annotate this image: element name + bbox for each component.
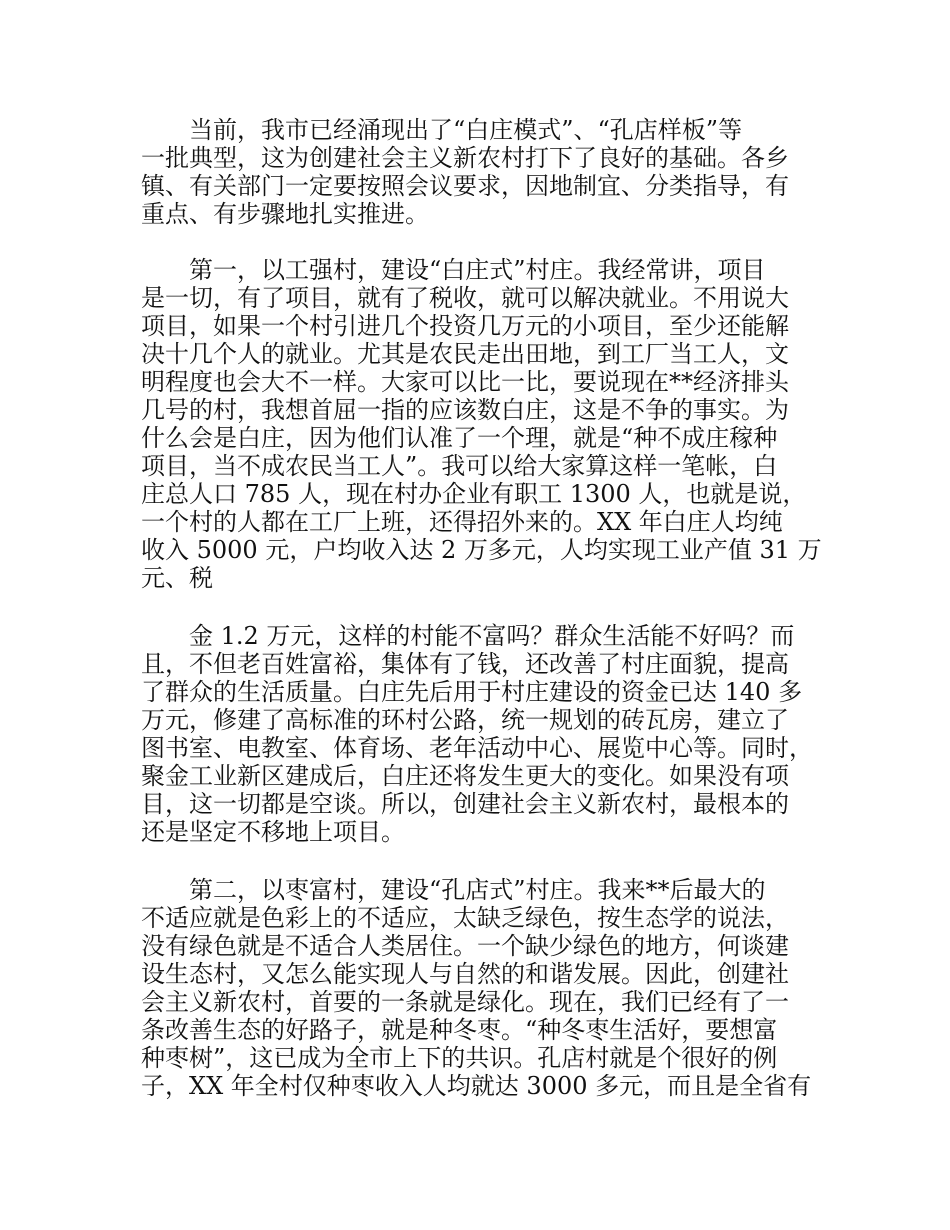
text-line: 收入 5000 元，户均收入达 2 万多元，人均实现工业产值 31 万 <box>141 536 822 564</box>
text-line: 子，XX 年全村仅种枣收入人均就达 3000 多元，而且是全省有 <box>141 1072 812 1100</box>
text-line: 条改善生态的好路子，就是种冬枣。“种冬枣生活好，要想富 <box>141 1016 778 1044</box>
text-line: 明程度也会大不一样。大家可以比一比，要说现在**经济排头 <box>141 368 789 396</box>
paragraph-1 <box>141 116 813 228</box>
text-line: 元、税 <box>141 564 213 592</box>
text-line: 第一，以工强村，建设“白庄式”村庄。我经常讲，项目 <box>189 256 766 284</box>
text-line: 一批典型，这为创建社会主义新农村打下了良好的基础。各乡 <box>141 144 789 172</box>
text-line: 是一切，有了项目，就有了税收，就可以解决就业。不用说大 <box>141 284 789 312</box>
text-line: 一个村的人都在工厂上班，还得招外来的。XX 年白庄人均纯 <box>141 508 783 536</box>
text-line: 项目，当不成农民当工人”。我可以给大家算这样一笔帐，白 <box>141 452 778 480</box>
text-line: 了群众的生活质量。白庄先后用于村庄建设的资金已达 140 多 <box>141 678 803 706</box>
text-line: 种枣树”，这已成为全市上下的共识。孔店村就是个很好的例 <box>141 1044 778 1072</box>
text-line: 几号的村，我想首屈一指的应该数白庄，这是不争的事实。为 <box>141 396 789 424</box>
text-line: 且，不但老百姓富裕，集体有了钱，还改善了村庄面貌，提高 <box>141 650 789 678</box>
text-line: 第二，以枣富村，建设“孔店式”村庄。我来**后最大的 <box>189 876 766 904</box>
text-line: 庄总人口 785 人，现在村办企业有职工 1300 人，也就是说， <box>141 480 807 508</box>
text-line: 什么会是白庄，因为他们认准了一个理，就是“种不成庄稼种 <box>141 424 778 452</box>
text-line: 万元，修建了高标准的环村公路，统一规划的砖瓦房，建立了 <box>141 706 789 734</box>
text-line: 还是坚定不移地上项目。 <box>141 818 405 846</box>
text-line: 镇、有关部门一定要按照会议要求，因地制宜、分类指导，有 <box>141 172 789 200</box>
text-line: 金 1.2 万元，这样的村能不富吗？群众生活能不好吗？而 <box>189 622 795 650</box>
text-line: 当前，我市已经涌现出了“白庄模式”、“孔店样板”等 <box>189 116 743 144</box>
text-line: 没有绿色就是不适合人类居住。一个缺少绿色的地方，何谈建 <box>141 932 789 960</box>
text-line: 聚金工业新区建成后，白庄还将发生更大的变化。如果没有项 <box>141 762 789 790</box>
text-line: 会主义新农村，首要的一条就是绿化。现在，我们已经有了一 <box>141 988 789 1016</box>
text-line: 图书室、电教室、体育场、老年活动中心、展览中心等。同时， <box>141 734 813 762</box>
paragraph-2 <box>141 256 822 592</box>
text-line: 决十几个人的就业。尤其是农民走出田地，到工厂当工人，文 <box>141 340 789 368</box>
text-line: 不适应就是色彩上的不适应，太缺乏绿色，按生态学的说法， <box>141 904 789 932</box>
text-line: 目，这一切都是空谈。所以，创建社会主义新农村，最根本的 <box>141 790 789 818</box>
text-line: 项目，如果一个村引进几个投资几万元的小项目，至少还能解 <box>141 312 789 340</box>
paragraph-4 <box>141 876 813 1100</box>
text-line: 重点、有步骤地扎实推进。 <box>141 200 429 228</box>
text-line: 设生态村，又怎么能实现人与自然的和谐发展。因此，创建社 <box>141 960 789 988</box>
paragraph-3 <box>141 622 813 846</box>
